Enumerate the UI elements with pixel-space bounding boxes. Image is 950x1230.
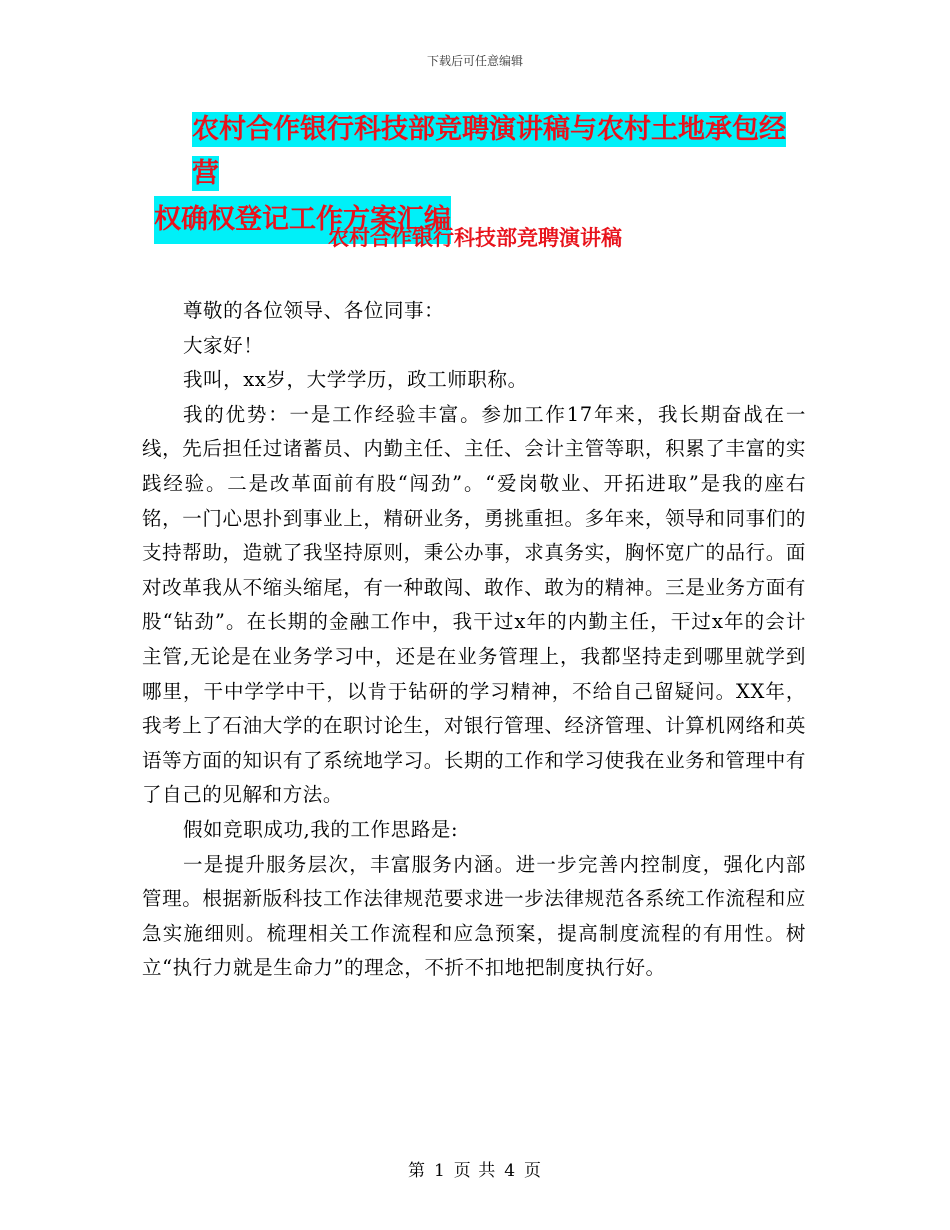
paragraph-greeting: 大家好！ (182, 333, 264, 357)
header-note: 下载后可任意编辑 (426, 54, 523, 68)
footer-suffix: 页 (524, 1161, 543, 1181)
body-text (142, 294, 806, 986)
page-footer (0, 1156, 950, 1181)
paragraph-plan-one: 一是提升服务层次，丰富服务内涵。进一步完善内控制度，强化内部管理。根据新版科技工作法律规范要求进一步法律规范各系统工作流程和应急实施细则。梳理相关工作流程和应急预案，提高制度流程的有用性。树立“执行力就是生命力”的理念，不折不扣地把制度执行好。 (142, 852, 806, 980)
footer-total-pages: 4 (504, 1161, 517, 1181)
paragraph-advantages: 我的优势：一是工作经验丰富。参加工作17年来，我长期奋战在一线，先后担任过诸蓄员、内勤主任、主任、会计主管等职，积累了丰富的实践经验。二是改革面前有股“闯劲”。“爱岗敬业、开拓进取”是我的座右铭，一门心思扑到事业上，精研业务，勇挑重担。多年来，领导和同事们的支持帮助，造就了我坚持原则，秉公办事，求真务实，胸怀宽广的品行。面对改革我从不缩头缩尾，有一种敢闯、敢作、敢为的精神。三是业务方面有股“钻劲”。在长期的金融工作中，我干过x年的内勤主任，干过x年的会计主管,无论是在业务学习中，还是在业务管理上，我都坚持走到哪里就学到哪里，干中学学中干，以肯于钻研的学习精神，不给自己留疑问。XX年，我考上了石油大学的在职讨论生，对银行管理、经济管理、计算机网络和英语等方面的知识有了系统地学习。长期的工作和学习使我在业务和管理中有了自己的见解和方法。 (142, 402, 806, 807)
document-title-line1: 农村合作银行科技部竞聘演讲稿与农村土地承包经营 (192, 114, 786, 189)
footer-prefix: 第 (407, 1161, 426, 1181)
footer-middle: 页 共 (453, 1161, 497, 1181)
paragraph-plan-intro: 假如竞职成功,我的工作思路是: (182, 817, 459, 841)
document-title-line2: 权确权登记工作方案汇编 (154, 196, 451, 244)
section-title: 农村合作银行科技部竞聘演讲稿 (328, 226, 622, 250)
paragraph-intro: 我叫，xx岁，大学学历，政工师职称。 (182, 368, 528, 392)
paragraph-salutation: 尊敬的各位领导、各位同事： (182, 299, 445, 322)
footer-page-number: 1 (433, 1161, 446, 1181)
